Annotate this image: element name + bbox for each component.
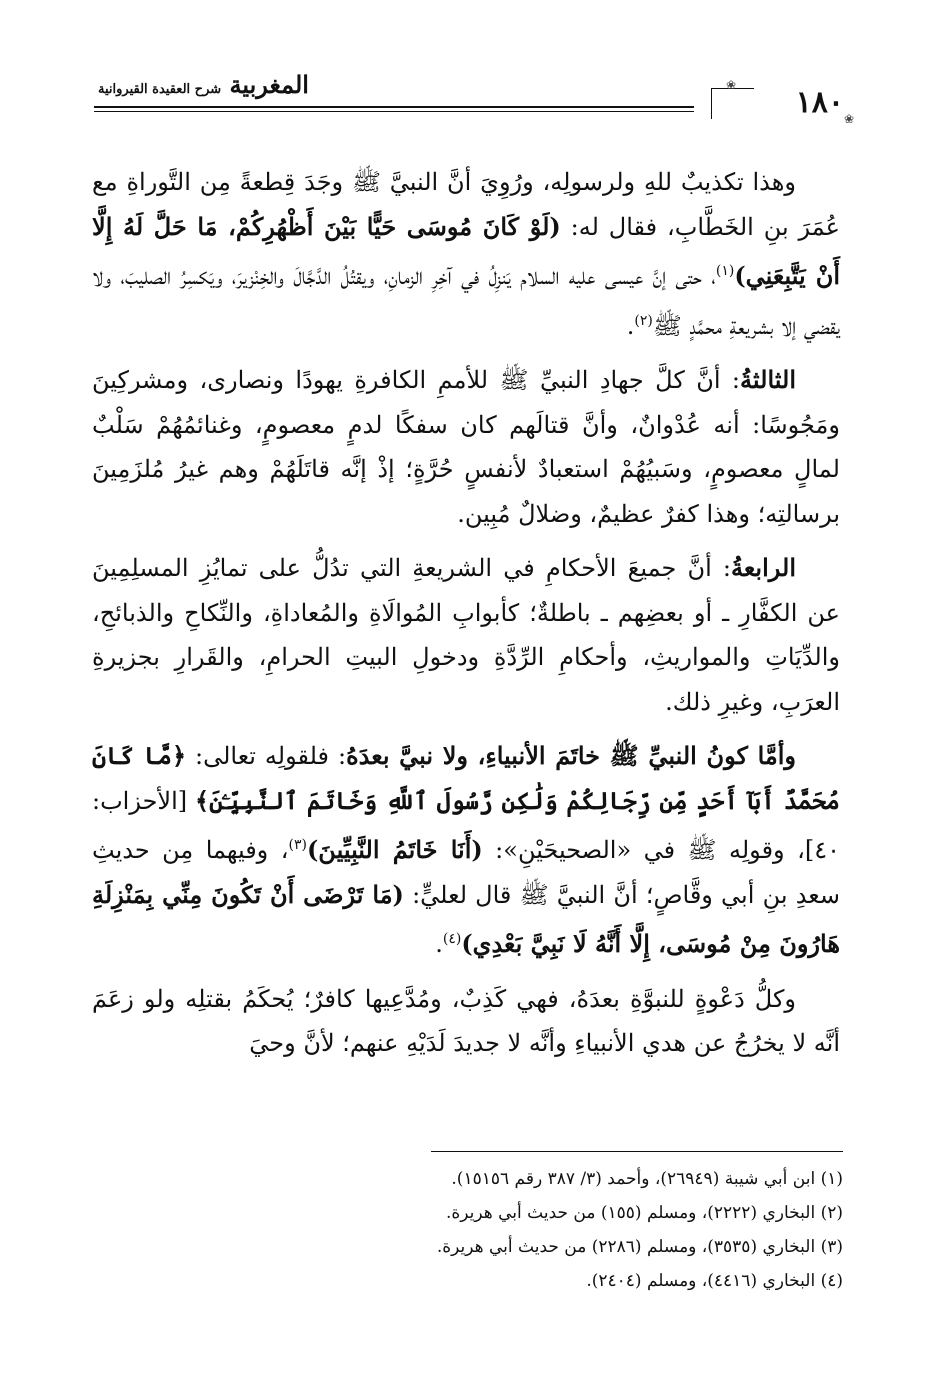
text-run: : أنَّ جميعَ الأحكامِ في الشريعةِ التي تدُلُّ على تمايُزِ المسلِمِينَ عن الكفَّارِ ـ أو بعضِهم ـ باطلةٌ؛ كأبوابِ المُوالَاةِ والمُعاداةِ، والنِّكاحِ والذبائحِ، والدِّيَاتِ والمواريثِ، وأحكامِ الرِّدَّةِ ودخولِ البيتِ الحرامِ، والقَرارِ بجزيرةِ العرَبِ، وغيرِ ذلك.: [92, 554, 840, 716]
text-run: وكلُّ دَعْوةٍ للنبوَّةِ بعدَهُ، فهي كَذِبٌ، ومُدَّعِيها كافرٌ؛ يُحكَمُ بقتلِه ولو زعَمَ أنَّه لا يخرُجُ عن هدي الأنبياءِ وأنَّه لا جديدَ لَدَيْهِ عنهم؛ لأنَّ وحيَ: [92, 984, 840, 1057]
main-text: [92, 160, 840, 1076]
hadith-quote: (أَنَا خَاتَمُ النَّبِيِّينَ): [306, 835, 483, 864]
text-run: ، وفيهما مِن حديثِ سعدِ بنِ أبي وقَّاصٍ؛ أنَّ النبيَّ ﷺ قال لعليٍّ:: [92, 836, 840, 909]
paragraph-fourth: [92, 546, 840, 724]
text-run: وهذا تكذيبٌ للهِ ولرسولِه، ورُوِيَ أنَّ النبيَّ ﷺ وجَدَ قِطعةً مِن التَّوراةِ مع عُمَرَ بنِ الخَطَّابِ، فقال له:: [92, 168, 840, 241]
footnote-separator: [431, 1151, 843, 1152]
text-run: ، حتى إنَّ عيسى عليه السلام يَنزِلُ في آخِرِ الزمانِ، ويقتُلُ الدَّجَّالَ والخِنْزيرَ، ويَكسِرُ الصليبَ، ولا يقضي إلا بشريعةِ محمَّدٍ ﷺ: [92, 262, 840, 340]
page-number: ١٨٠: [795, 85, 844, 120]
book-subtitle: شرح العقيدة القيروانية: [98, 82, 222, 97]
text-run: .: [435, 930, 443, 958]
footnote: (٣) البخاري (٣٥٣٥)، ومسلم (٢٢٨٦) من حديث أبي هريرة.: [436, 1237, 843, 1257]
book-title: [94, 70, 309, 99]
ornament-icon: ❀: [725, 78, 736, 92]
footnotes: [95, 1162, 843, 1298]
paragraph-third: [92, 358, 840, 536]
text-run: .: [626, 311, 635, 340]
footnote-ref: (٤): [442, 931, 462, 947]
point-label: الثالثةُ: [740, 365, 796, 394]
quran-verse: ﴿مَّا كَانَ مُحَمَّدٌ أَبَآ أَحَدٍ مِّن رِّجَالِكُمْ وَلَٰكِن رَّسُولَ ٱللَّهِ وَخَاتَمَ ٱلنَّبِيِّـۧنَ﴾: [92, 741, 840, 815]
text-run: : أنَّ كلَّ جهادِ النبيِّ ﷺ للأممِ الكافرةِ يهودًا ونصارى، ومشركِينَ ومَجُوسًا: أنه عُدْوانٌ، وأنَّ قتالَهم كان سفكًا لدمٍ معصومٍ، وغنائمُهُمْ سَلْبٌ لمالٍ معصومٍ، وسَبيُهُمْ استعبادٌ لأنفسٍ حُرَّةٍ؛ إذْ إنَّه قاتَلَهُمْ وهم غيرُ مُلزَمِينَ برسالتِه؛ وهذا كفرٌ عظيمٌ، وضلالٌ مُبِين.: [92, 366, 840, 528]
footnote: (١) ابن أبي شيبة (٢٦٩٤٩)، وأحمد (٣/ ٣٨٧ رقم ١٥١٥٦).: [451, 1169, 843, 1189]
paragraph: [92, 160, 840, 348]
footnote-ref: (٢): [634, 312, 653, 329]
header-rule: [94, 106, 694, 108]
text-run: : فلقولِه تعالى:: [186, 742, 347, 770]
book-title-main: المغربية: [229, 70, 309, 99]
footnote: (٢) البخاري (٢٢٢٢)، ومسلم (١٥٥) من حديث أبي هريرة.: [445, 1203, 843, 1223]
page-number-frame: [711, 88, 754, 119]
hadith-quote: (مَا تَرْضَى أَنْ تَكُونَ مِنِّي بِمَنْزِلَةِ هَارُونَ مِنْ مُوسَى، إِلَّا أَنَّهُ لَا نَبِيَّ بَعْدِي): [92, 879, 840, 958]
point-label: الرابعةُ: [730, 553, 796, 582]
footnote-ref: (١): [715, 263, 735, 279]
footnote: (٤) البخاري (٤٤١٦)، ومسلم (٢٤٠٤).: [586, 1271, 843, 1291]
ornament-icon: ❀: [843, 112, 854, 126]
paragraph-khatam: [92, 734, 840, 967]
text-run: ، وقولِه ﷺ في «الصحيحَيْنِ»:: [482, 836, 805, 864]
header-rule-thin: [94, 111, 694, 112]
page-header: [94, 70, 854, 126]
footnote-ref: (٣): [288, 837, 307, 853]
hadith-quote: (لَوْ كَانَ مُوسَى حَيًّا بَيْنَ أَظْهُرِكُمْ، مَا حَلَّ لَهُ إِلَّا أَنْ يَتَّبِعَنِي): [92, 211, 840, 290]
verse-reference: [الأحزاب: ٤٠]: [92, 786, 840, 864]
paragraph-last: [92, 977, 840, 1066]
section-heading: وأمَّا كونُ النبيِّ ﷺ خاتَمَ الأنبياءِ، ولا نبيَّ بعدَهُ: [346, 741, 796, 770]
